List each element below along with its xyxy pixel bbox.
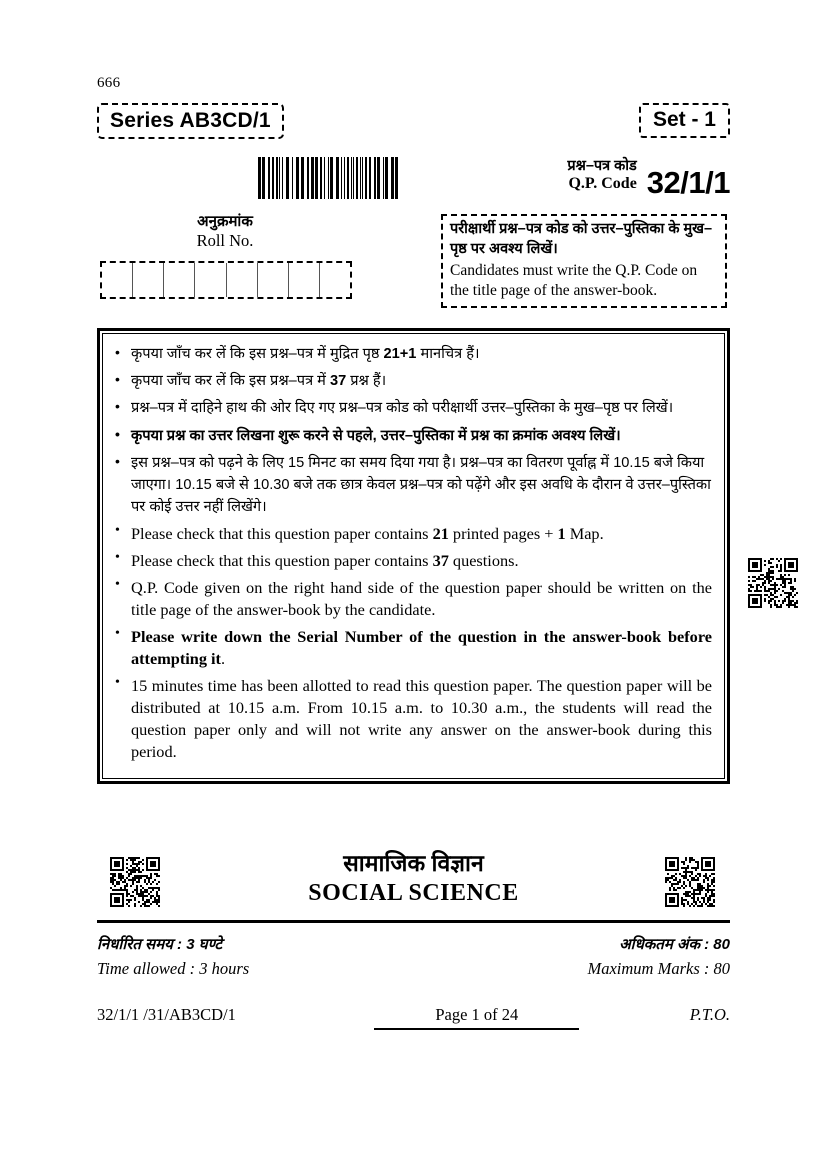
subject-title-english: SOCIAL SCIENCE	[308, 879, 519, 906]
instruction-item-hi-1: • कृपया जाँच कर लें कि इस प्रश्न–पत्र में 37 प्रश्न हैं।	[113, 370, 712, 392]
instruction-item-hi-0: • कृपया जाँच कर लें कि इस प्रश्न–पत्र में मुद्रित पृष्ठ 21+1 मानचित्र हैं।	[113, 343, 712, 365]
instruction-item-en-0: • Please check that this question paper contains 21 printed pages + 1 Map.	[113, 523, 712, 545]
series-number: 666	[97, 75, 121, 91]
candidate-notice-hindi: परीक्षार्थी प्रश्न–पत्र कोड को उत्तर–पुस्तिका के मुख–पृष्ठ पर अवश्य लिखें।	[450, 221, 713, 257]
roll-number-label-english: Roll No.	[196, 231, 254, 250]
roll-number-input-boxes[interactable]	[100, 261, 352, 299]
instructions-list	[113, 343, 712, 763]
qp-code-block	[567, 158, 730, 200]
barcode	[258, 157, 398, 199]
roll-number-label	[100, 213, 350, 251]
footer-paper-code: 32/1/1 /31/AB3CD/1	[97, 1005, 236, 1024]
roll-number-cell[interactable]	[164, 263, 195, 297]
instruction-item-hi-2: • प्रश्न–पत्र में दाहिने हाथ की ओर दिए गए प्रश्न–पत्र कोड को परीक्षार्थी उत्तर–पुस्तिका के मुख–पृष्ठ पर लिखें।	[113, 397, 712, 419]
candidate-notice-box	[441, 214, 727, 308]
qr-code-icon-right	[665, 857, 715, 907]
instruction-item-en-1: • Please check that this question paper contains 37 questions.	[113, 550, 712, 572]
roll-number-label-hindi: अनुक्रमांक	[197, 213, 253, 230]
roll-number-cell[interactable]	[195, 263, 226, 297]
qp-code-value: 32/1/1	[646, 164, 730, 200]
candidate-notice-english: Candidates must write the Q.P. Code on the title page of the answer-book.	[450, 262, 698, 299]
exam-meta-english-row	[97, 959, 730, 979]
qp-code-labels	[567, 158, 636, 194]
roll-number-cell[interactable]	[102, 263, 133, 297]
qp-code-label-english: Q.P. Code	[568, 175, 637, 193]
maximum-marks-english: Maximum Marks : 80	[587, 959, 730, 978]
roll-number-cell[interactable]	[227, 263, 258, 297]
instructions-box	[97, 328, 730, 784]
qr-code-icon-side	[748, 558, 798, 608]
page-footer	[97, 1005, 730, 1030]
roll-number-cell[interactable]	[289, 263, 320, 297]
instruction-item-en-4: • 15 minutes time has been allotted to read this question paper. The question paper will be distributed at 10.15 a.m. From 10.15 a.m. to 10.30 a.m., the students will read the question paper only and will not write any answer on the answer-book during this period.	[113, 675, 712, 763]
maximum-marks-hindi: अधिकतम अंक : 80	[619, 936, 730, 953]
set-number-box: Set - 1	[639, 103, 730, 138]
exam-meta-hindi-row	[97, 934, 730, 954]
series-code-box: Series AB3CD/1	[97, 103, 284, 139]
instruction-item-en-2: • Q.P. Code given on the right hand side of the question paper should be written on the title page of the answer-book by the candidate.	[113, 577, 712, 621]
time-allowed-hindi: निर्धारित समय : 3 घण्टे	[97, 936, 223, 953]
time-allowed-english: Time allowed : 3 hours	[97, 959, 250, 978]
divider-rule	[97, 920, 730, 923]
instructions-box-inner	[102, 333, 725, 779]
roll-number-cell[interactable]	[320, 263, 350, 297]
roll-number-cell[interactable]	[133, 263, 164, 297]
roll-number-cell[interactable]	[258, 263, 289, 297]
subject-title-hindi: सामाजिक विज्ञान	[343, 850, 484, 876]
instruction-item-hi-4: • इस प्रश्न–पत्र को पढ़ने के लिए 15 मिनट का समय दिया गया है। प्रश्न–पत्र का वितरण पूर्वाह्न में 10.15 बजे किया जाएगा। 10.15 बजे से 10.30 बजे तक छात्र केवल प्रश्न–पत्र को पढ़ेंगे और इस अवधि के दौरान वे उत्तर–पुस्तिका पर कोई उत्तर नहीं लिखेंगे।	[113, 452, 712, 519]
footer-pto: P.T.O.	[689, 1005, 730, 1024]
instruction-item-en-3: • Please write down the Serial Number of the question in the answer-book before attempting it.	[113, 626, 712, 670]
qp-code-label-hindi: प्रश्न–पत्र कोड	[567, 158, 637, 174]
instruction-item-hi-3: • कृपया प्रश्न का उत्तर लिखना शुरू करने से पहले, उत्तर–पुस्तिका में प्रश्न का क्रमांक अवश्य लिखें।	[113, 425, 712, 447]
footer-page-number: Page 1 of 24	[374, 1005, 579, 1030]
